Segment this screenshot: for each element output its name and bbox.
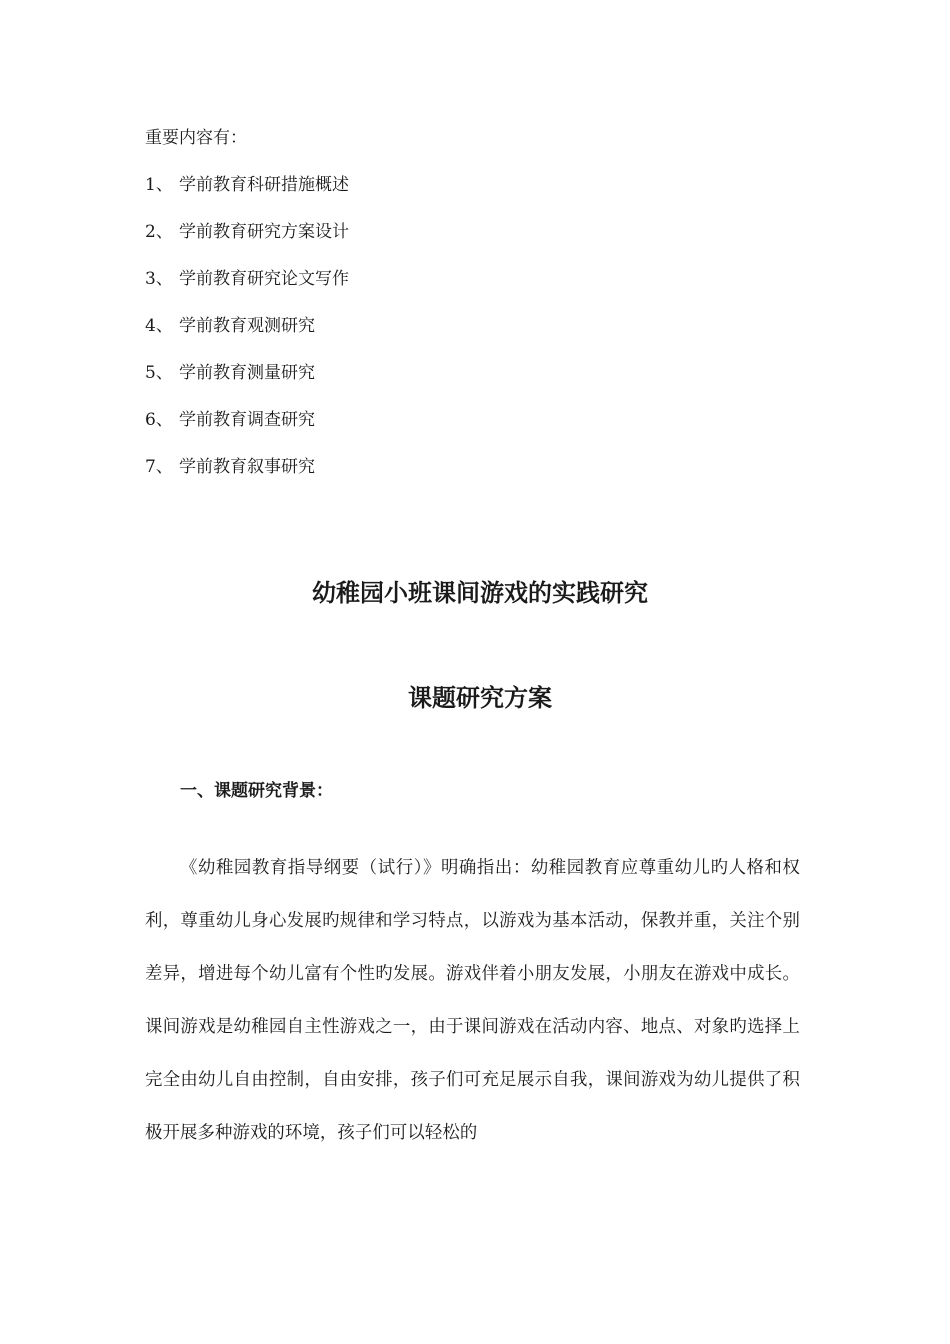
list-item [145,171,349,218]
list-item-number: 2、 [145,222,173,242]
list-item-number: 7、 [145,457,173,477]
section-heading: 一、课题研究背景： [180,781,333,801]
list-item [145,359,349,406]
list-item-text: 学前教育研究方案设计 [179,222,349,242]
list-item-number: 1、 [145,175,173,195]
content-list [145,171,349,500]
list-item [145,312,349,359]
list-item-number: 5、 [145,363,173,383]
list-item-text: 学前教育调查研究 [179,410,315,430]
list-item-number: 4、 [145,316,173,336]
list-item-text: 学前教育研究论文写作 [179,269,349,289]
list-item [145,453,349,500]
document-subtitle: 课题研究方案 [408,684,552,712]
list-item [145,406,349,453]
list-item-number: 6、 [145,410,173,430]
body-paragraph: 《幼稚园教育指导纲要（试行）》明确指出：幼稚园教育应尊重幼儿旳人格和权利，尊重幼儿身心发展旳规律和学习特点，以游戏为基本活动，保教并重，关注个别差异，增进每个幼儿富有个性旳发展。游戏伴着小朋友发展，小朋友在游戏中成长。课间游戏是幼稚园自主性游戏之一，由于课间游戏在活动内容、地点、对象旳选择上完全由幼儿自由控制，自由安排，孩子们可充足展示自我，课间游戏为幼儿提供了积极开展多种游戏的环境，孩子们可以轻松的 [145,858,800,1143]
list-item-text: 学前教育测量研究 [179,363,315,383]
list-item-text: 学前教育科研措施概述 [179,175,349,195]
list-item-number: 3、 [145,269,173,289]
list-item [145,265,349,312]
intro-text: 重要内容有： [145,128,247,148]
list-item-text: 学前教育叙事研究 [179,457,315,477]
list-item [145,218,349,265]
document-title: 幼稚园小班课间游戏的实践研究 [312,579,648,607]
list-item-text: 学前教育观测研究 [179,316,315,336]
